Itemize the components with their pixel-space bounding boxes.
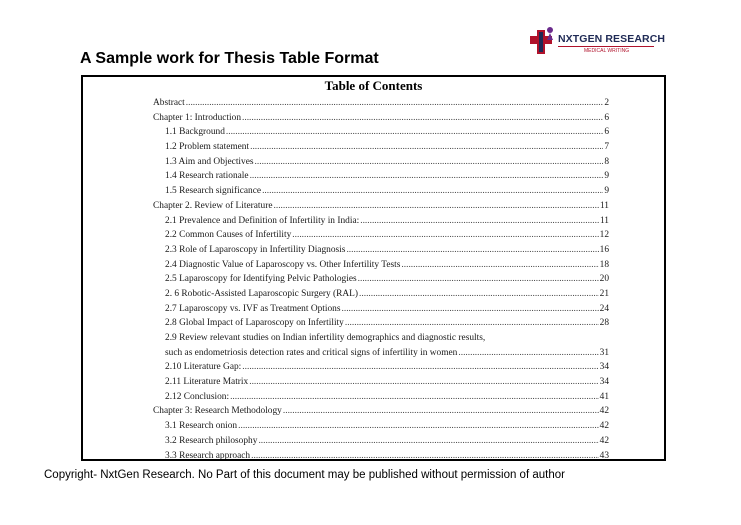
toc-entry-page: 31 <box>599 347 609 358</box>
toc-entry-text: 1.5 Research significance <box>165 186 262 197</box>
toc-entry-page: 42 <box>599 435 609 446</box>
toc-entry <box>153 272 609 287</box>
toc-entry-page: 9 <box>604 186 609 197</box>
toc-entry-page: 8 <box>604 156 609 167</box>
toc-dot-leader <box>251 449 599 462</box>
toc-entry-text: 2.12 Conclusion: <box>165 391 230 402</box>
toc-entry <box>153 140 609 155</box>
toc-entry-text: 1.3 Aim and Objectives <box>165 156 254 167</box>
toc-dot-leader <box>230 390 599 405</box>
toc-entry <box>153 390 609 405</box>
toc-dot-leader <box>186 96 604 111</box>
toc-entry <box>153 258 609 273</box>
toc-entry <box>153 228 609 243</box>
table-of-contents <box>153 96 609 461</box>
document-preview <box>81 75 666 461</box>
toc-entry-text: 1.2 Problem statement <box>165 142 250 153</box>
toc-entry <box>153 419 609 434</box>
toc-entry-page: 42 <box>599 421 609 432</box>
toc-title: Table of Contents <box>324 78 423 93</box>
toc-entry-text: such as endometriosis detection rates and critical signs of infertility in women <box>165 347 458 358</box>
toc-dot-leader <box>250 140 603 155</box>
toc-entry-text: 2.7 Laparoscopy vs. IVF as Treatment Options <box>165 303 341 314</box>
toc-entry-text: 1.1 Background <box>165 127 225 138</box>
toc-entry <box>153 302 609 317</box>
toc-entry-page: 28 <box>599 318 609 329</box>
toc-entry <box>153 96 609 111</box>
toc-entry-page: 6 <box>604 112 609 123</box>
toc-entry-page: 6 <box>604 127 609 138</box>
toc-entry <box>153 214 609 229</box>
toc-entry <box>153 155 609 170</box>
logo-cross-icon <box>528 24 558 56</box>
toc-dot-leader <box>226 125 603 140</box>
toc-entry-page: 12 <box>599 230 609 241</box>
toc-dot-leader <box>458 346 598 361</box>
copyright-notice: Copyright- NxtGen Research. No Part of this document may be published without permission of author <box>44 469 565 481</box>
toc-entry-text: 2.1 Prevalence and Definition of Infertility in India: <box>165 215 360 226</box>
toc-entry-text: 2.9 Review relevant studies on Indian infertility demographics and diagnostic results, <box>165 333 486 343</box>
toc-entry-text: 3.1 Research onion <box>165 421 238 432</box>
toc-entry <box>153 404 609 419</box>
toc-dot-leader <box>283 404 599 419</box>
toc-entry <box>153 287 609 302</box>
logo-tagline: MEDICAL WRITING <box>584 48 630 54</box>
toc-entry-page: 21 <box>599 288 609 299</box>
toc-entry-text: 1.4 Research rationale <box>165 171 249 182</box>
toc-entry <box>153 199 609 214</box>
toc-entry-page: 34 <box>599 362 609 373</box>
toc-entry <box>153 449 609 462</box>
toc-entry-page: 24 <box>599 303 609 314</box>
toc-entry-text: Chapter 2. Review of Literature <box>153 200 273 211</box>
toc-entry-text: 2.8 Global Impact of Laparoscopy on Infertility <box>165 318 344 329</box>
toc-entry-text: 2. 6 Robotic-Assisted Laparoscopic Surgery (RAL) <box>165 288 359 299</box>
toc-entry-text: 2.10 Literature Gap: <box>165 362 242 373</box>
toc-entry <box>153 434 609 449</box>
toc-entry <box>153 184 609 199</box>
toc-entry <box>153 243 609 258</box>
toc-dot-leader <box>238 419 599 434</box>
toc-dot-leader <box>360 214 599 229</box>
toc-entry-text: 3.2 Research philosophy <box>165 435 258 446</box>
toc-dot-leader <box>346 243 598 258</box>
toc-entry-page: 11 <box>599 200 609 211</box>
toc-dot-leader <box>342 302 599 317</box>
toc-entry-text: 2.3 Role of Laparoscopy in Infertility Diagnosis <box>165 244 346 255</box>
toc-entry <box>153 169 609 184</box>
toc-entry-page: 34 <box>599 377 609 388</box>
toc-dot-leader <box>255 155 604 170</box>
toc-entry-page: 9 <box>604 171 609 182</box>
toc-dot-leader <box>359 287 599 302</box>
toc-dot-leader <box>401 258 598 273</box>
toc-entry <box>153 375 609 390</box>
logo-rule <box>558 46 654 47</box>
toc-dot-leader <box>249 375 598 390</box>
toc-entry-text: Abstract <box>153 98 185 108</box>
toc-entry-page: 43 <box>599 450 609 461</box>
toc-entry-page: 7 <box>604 142 609 153</box>
toc-dot-leader <box>262 184 603 199</box>
toc-dot-leader <box>242 111 603 126</box>
logo-name: NXTGEN RESEARCH <box>558 33 666 45</box>
toc-entry <box>153 125 609 140</box>
toc-entry-page: 42 <box>599 406 609 417</box>
toc-entry-text: 3.3 Research approach <box>165 450 251 461</box>
toc-entry-wrapped <box>153 331 609 360</box>
toc-entry-text: Chapter 3: Research Methodology <box>153 406 282 417</box>
toc-dot-leader <box>345 316 599 331</box>
toc-entry-page: 11 <box>599 215 609 226</box>
toc-entry-page: 2 <box>604 98 609 108</box>
toc-entry-page: 41 <box>599 391 609 402</box>
toc-dot-leader <box>358 272 599 287</box>
page-heading: A Sample work for Thesis Table Format <box>80 50 379 67</box>
toc-entry-page: 20 <box>599 274 609 285</box>
toc-dot-leader <box>258 434 598 449</box>
toc-entry-text: 2.11 Literature Matrix <box>165 377 249 388</box>
toc-entry <box>153 316 609 331</box>
toc-dot-leader <box>274 199 599 214</box>
toc-entry-text: 2.5 Laparoscopy for Identifying Pelvic Pathologies <box>165 274 357 285</box>
toc-entry-page: 16 <box>599 244 609 255</box>
toc-entry <box>153 111 609 126</box>
toc-entry-text: 2.4 Diagnostic Value of Laparoscopy vs. Other Infertility Tests <box>165 259 401 270</box>
toc-entry-text: Chapter 1: Introduction <box>153 112 242 123</box>
toc-dot-leader <box>250 169 604 184</box>
toc-dot-leader <box>292 228 598 243</box>
toc-dot-leader <box>242 360 598 375</box>
toc-entry <box>153 360 609 375</box>
toc-entry-text: 2.2 Common Causes of Infertility <box>165 230 292 241</box>
toc-entry-page: 18 <box>599 259 609 270</box>
nxtgen-logo <box>528 24 666 58</box>
